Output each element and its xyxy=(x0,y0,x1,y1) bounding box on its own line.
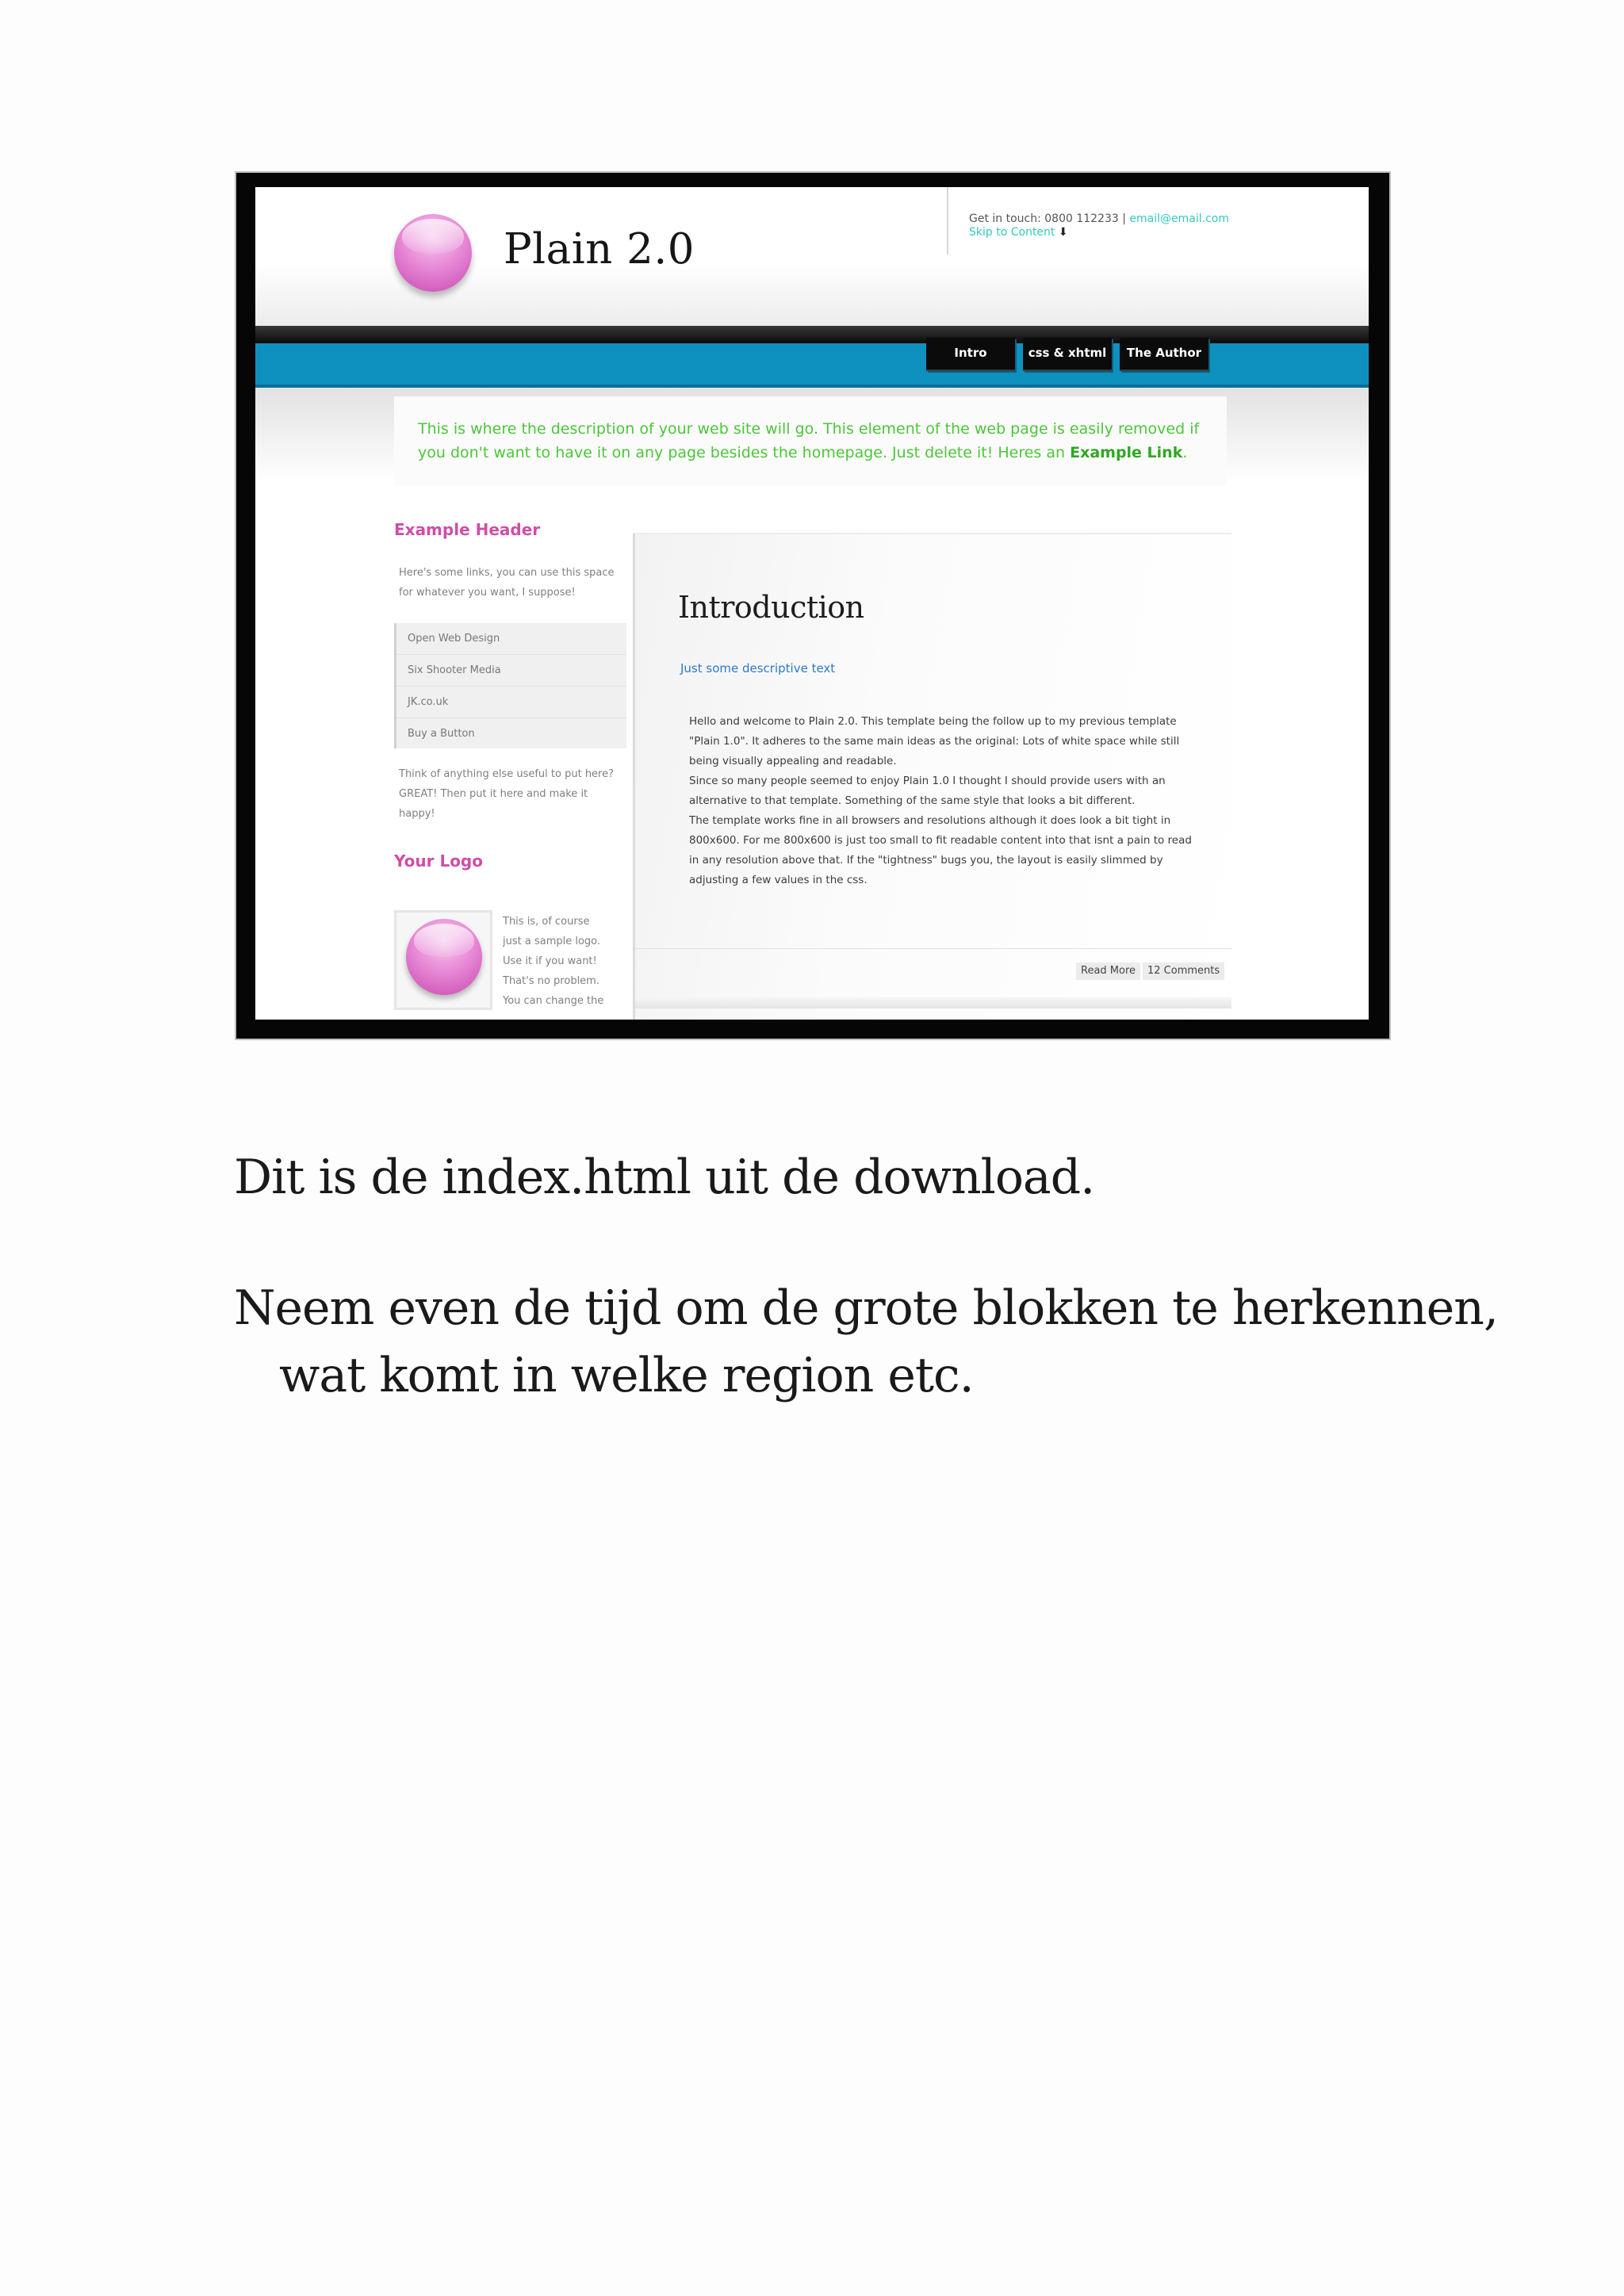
sidebar-link-open-web-design[interactable]: Open Web Design xyxy=(396,623,626,655)
site-header xyxy=(255,187,1369,326)
description-end: . xyxy=(1182,444,1188,461)
caption-line-3: wat komt in welke region etc. xyxy=(279,1348,974,1403)
post-footer-bar xyxy=(635,997,1231,1008)
description-body: This is where the description of your web site will go. This element of the web page is easily removed if you don't want to have it on any page besides the homepage. Just delete it! Heres an xyxy=(418,420,1200,461)
contact-prefix: Get in touch: 0800 112233 | xyxy=(969,212,1130,225)
skip-to-content-link[interactable] xyxy=(969,226,1068,239)
main-content xyxy=(633,533,1231,1020)
comments-link[interactable]: 12 Comments xyxy=(1143,962,1224,980)
caption-line-2: Neem even de tijd om de grote blokken te herkennen, xyxy=(234,1280,1499,1336)
description-text xyxy=(418,417,1219,465)
sidebar-outro-text: Think of anything else useful to put here? GREAT! Then put it here and make it happy! xyxy=(399,768,615,820)
sidebar-links xyxy=(394,623,626,748)
nav-tab-the-author[interactable]: The Author xyxy=(1120,338,1208,371)
sidebar-link-six-shooter-media[interactable]: Six Shooter Media xyxy=(396,655,626,687)
caption-line-1: Dit is de index.html uit de download. xyxy=(234,1150,1095,1205)
sidebar-intro-text: Here's some links, you can use this space for whatever you want, I suppose! xyxy=(399,567,615,599)
site-title[interactable]: Plain 2.0 xyxy=(504,225,695,274)
sidebar xyxy=(394,520,632,1020)
nav-tab-intro[interactable]: Intro xyxy=(926,338,1015,371)
post-title: Introduction xyxy=(678,590,864,625)
sidebar-header-example: Example Header xyxy=(394,520,541,539)
site-description xyxy=(394,396,1227,485)
header-divider xyxy=(947,187,948,254)
post-footer-divider xyxy=(635,948,1231,949)
nav-tab-css-xhtml[interactable]: css & xhtml xyxy=(1023,338,1112,371)
contact-info xyxy=(969,212,1229,225)
skip-label[interactable]: Skip to Content xyxy=(969,226,1059,239)
logo-description: This is, of course just a sample logo. Use it if you want! That's no problem. You can change the xyxy=(503,916,604,1007)
logo-orb-icon xyxy=(406,919,482,995)
website-screenshot xyxy=(255,187,1369,1020)
post-body xyxy=(689,712,1197,890)
sidebar-link-jk[interactable]: JK.co.uk xyxy=(396,687,626,718)
post-paragraph: Hello and welcome to Plain 2.0. This template being the follow up to my previous template "Plain 1.0". It adheres to the same main ideas as the original: Lots of white space while still being visually appealing and readable. xyxy=(689,715,1180,767)
sample-logo-frame xyxy=(394,910,492,1010)
post-paragraph: Since so many people seemed to enjoy Plain 1.0 I thought I should provide users with an alternative to that template. Something of the same style that looks a bit different. xyxy=(689,775,1166,807)
read-more-link[interactable]: Read More xyxy=(1076,962,1140,980)
logo-orb-icon[interactable] xyxy=(394,214,472,292)
contact-email-link[interactable]: email@email.com xyxy=(1129,212,1229,225)
post-subtitle: Just some descriptive text xyxy=(680,661,836,675)
example-link[interactable]: Example Link xyxy=(1070,444,1183,461)
sidebar-link-buy-a-button[interactable]: Buy a Button xyxy=(408,728,475,740)
post-paragraph: The template works fine in all browsers and resolutions although it does look a bit tight in 800x600. For me 800x600 is just too small to fit readable content into that isnt a pain to read in any resolution above that. If the "tightness" bugs you, the layout is easily slimmed by adjusting a few values in the css. xyxy=(689,814,1192,886)
sidebar-header-logo: Your Logo xyxy=(394,851,483,871)
down-arrow-icon: ⬇ xyxy=(1058,226,1068,239)
